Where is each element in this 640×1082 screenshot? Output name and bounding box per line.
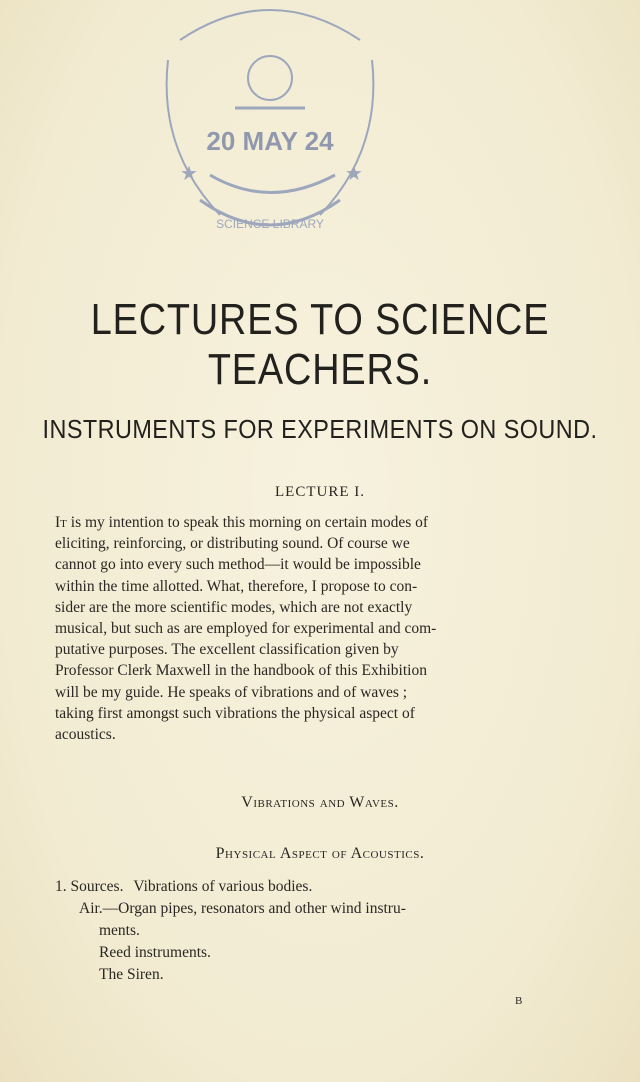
- signature-mark: B: [515, 995, 524, 1007]
- paragraph-line: Professor Clerk Maxwell in the handbook of this Exhibition: [55, 662, 427, 680]
- list-sources-text: Vibrations of various bodies.: [133, 878, 313, 895]
- body-paragraph: [55, 512, 585, 745]
- paragraph-line: taking first amongst such vibrations the physical aspect of: [55, 704, 415, 722]
- paragraph-lead: It: [55, 514, 67, 531]
- paragraph-line: cannot go into every such method—it would be impossible: [55, 556, 421, 574]
- paragraph-line: putative purposes. The excellent classification given by: [55, 641, 399, 659]
- svg-text:★: ★: [180, 161, 198, 185]
- section-heading: Vibrations and Waves.: [241, 794, 399, 811]
- stamp-lettering: SCIENCE LIBRARY: [216, 217, 324, 231]
- list-item: The Siren.: [99, 966, 164, 983]
- page-title: LECTURES TO SCIENCE TEACHERS.: [90, 295, 550, 394]
- sub-heading: Physical Aspect of Acoustics.: [215, 845, 425, 862]
- paragraph-line: sider are the more scientific modes, which are not exactly: [55, 598, 413, 616]
- paragraph-line: eliciting, reinforcing, or distributing sound. Of course we: [55, 535, 410, 553]
- paragraph-line: musical, but such as are employed for experimental and com-: [55, 620, 437, 638]
- list-item: Reed instruments.: [99, 944, 211, 961]
- list-number: 1.: [55, 878, 67, 895]
- lecture-heading: LECTURE I.: [275, 484, 365, 500]
- stamp-date: 20 MAY 24: [206, 126, 334, 156]
- list-item: ments.: [99, 922, 140, 939]
- paragraph-line: It is my intention to speak this morning on certain modes of: [55, 514, 429, 531]
- list-item: Air.—Organ pipes, resonators and other wind instru-: [79, 900, 406, 917]
- paragraph-line: within the time allotted. What, therefore, I propose to con-: [55, 577, 418, 595]
- svg-text:★: ★: [345, 161, 363, 185]
- paragraph-line: will be my guide. He speaks of vibrations and of waves ;: [55, 683, 408, 701]
- paragraph-line: acoustics.: [55, 726, 116, 744]
- list-item: [55, 876, 312, 898]
- list-sources: Sources.: [70, 878, 124, 895]
- page-subtitle: INSTRUMENTS FOR EXPERIMENTS ON SOUND.: [42, 414, 598, 444]
- library-stamp: [140, 0, 400, 250]
